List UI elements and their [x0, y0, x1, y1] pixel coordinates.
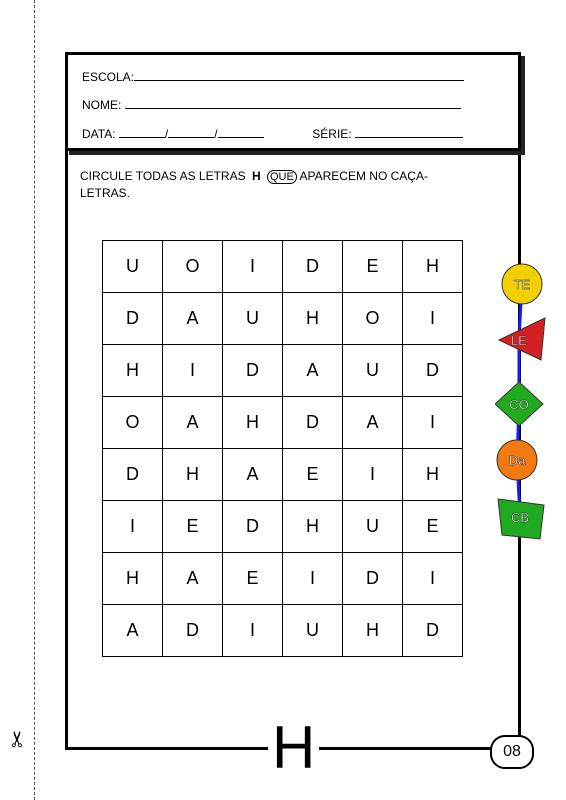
- instructions-cloud-word: QUE: [267, 170, 297, 184]
- grid-cell[interactable]: E: [343, 241, 403, 293]
- instructions-target-letter: H: [251, 169, 261, 183]
- grid-cell[interactable]: H: [403, 449, 463, 501]
- grid-cell[interactable]: O: [343, 293, 403, 345]
- grid-cell[interactable]: D: [223, 501, 283, 553]
- grid-cell[interactable]: H: [283, 501, 343, 553]
- grid-cell[interactable]: D: [163, 605, 223, 657]
- grid-cell[interactable]: U: [343, 501, 403, 553]
- cut-line: [34, 0, 35, 800]
- word-search-grid: [102, 240, 463, 657]
- decoration-badge-label: CB: [510, 510, 530, 525]
- grid-cell[interactable]: O: [163, 241, 223, 293]
- grid-cell[interactable]: A: [103, 605, 163, 657]
- grid-cell[interactable]: D: [103, 449, 163, 501]
- grid-cell[interactable]: A: [343, 397, 403, 449]
- grid-row: [103, 345, 463, 397]
- grid-row: [103, 553, 463, 605]
- grid-cell[interactable]: O: [103, 397, 163, 449]
- decoration-badge: [495, 382, 543, 426]
- instructions: [80, 168, 460, 202]
- grid-cell[interactable]: I: [403, 553, 463, 605]
- data-month-field[interactable]: [168, 126, 214, 138]
- grid-cell[interactable]: H: [223, 397, 283, 449]
- grid-cell[interactable]: D: [283, 397, 343, 449]
- grid-cell[interactable]: I: [343, 449, 403, 501]
- decoration-pencil-strip: [495, 262, 555, 552]
- data-separator: /: [214, 127, 218, 141]
- grid-cell[interactable]: D: [343, 553, 403, 605]
- grid-row: [103, 293, 463, 345]
- decoration-badge-label: LE: [511, 333, 527, 348]
- grid-cell[interactable]: H: [343, 605, 403, 657]
- grid-cell[interactable]: I: [223, 241, 283, 293]
- grid-cell[interactable]: I: [403, 293, 463, 345]
- grid-cell[interactable]: A: [223, 449, 283, 501]
- grid-cell[interactable]: I: [283, 553, 343, 605]
- grid-cell[interactable]: I: [163, 345, 223, 397]
- grid-row: [103, 241, 463, 293]
- grid-cell[interactable]: H: [103, 553, 163, 605]
- decoration-badge: [502, 264, 542, 304]
- student-info-box: [65, 52, 521, 151]
- grid-cell[interactable]: U: [343, 345, 403, 397]
- grid-cell[interactable]: A: [163, 553, 223, 605]
- grid-row: [103, 397, 463, 449]
- grid-cell[interactable]: E: [283, 449, 343, 501]
- data-line: [82, 126, 463, 141]
- nome-label: NOME:: [82, 98, 122, 112]
- escola-line: [82, 69, 464, 84]
- grid-cell[interactable]: D: [103, 293, 163, 345]
- serie-label: SÉRIE:: [312, 127, 352, 141]
- grid-row: [103, 449, 463, 501]
- instructions-text-after: APARECEM NO CAÇA-LETRAS.: [80, 169, 428, 200]
- decoration-badge: [499, 318, 545, 360]
- grid-cell[interactable]: H: [283, 293, 343, 345]
- serie-field[interactable]: [355, 126, 463, 138]
- decoration-badge: [498, 499, 544, 539]
- data-label: DATA:: [82, 127, 116, 141]
- instructions-text-before: CIRCULE TODAS AS LETRAS: [80, 169, 246, 183]
- escola-field[interactable]: [134, 69, 464, 81]
- grid-cell[interactable]: D: [403, 605, 463, 657]
- grid-cell[interactable]: E: [223, 553, 283, 605]
- grid-cell[interactable]: H: [103, 345, 163, 397]
- grid-row: [103, 605, 463, 657]
- grid-cell[interactable]: H: [163, 449, 223, 501]
- data-separator: /: [164, 127, 169, 141]
- scissors-icon: ✂: [6, 729, 32, 749]
- decoration-badge-label: Da: [508, 453, 526, 468]
- data-year-field[interactable]: [218, 126, 264, 138]
- grid-cell[interactable]: I: [103, 501, 163, 553]
- grid-cell[interactable]: D: [223, 345, 283, 397]
- grid-cell[interactable]: D: [283, 241, 343, 293]
- decoration-badge-label: TE: [513, 277, 531, 292]
- grid-cell[interactable]: A: [163, 397, 223, 449]
- escola-label: ESCOLA:: [82, 70, 135, 84]
- grid-cell[interactable]: H: [403, 241, 463, 293]
- grid-row: [103, 501, 463, 553]
- footer-big-letter: H: [268, 718, 319, 778]
- grid-cell[interactable]: A: [163, 293, 223, 345]
- decoration-badge-label: CO: [509, 397, 529, 412]
- grid-cell[interactable]: U: [283, 605, 343, 657]
- grid-cell[interactable]: I: [223, 605, 283, 657]
- grid-cell[interactable]: D: [403, 345, 463, 397]
- grid-cell[interactable]: A: [283, 345, 343, 397]
- grid-cell[interactable]: U: [223, 293, 283, 345]
- nome-field[interactable]: [125, 97, 461, 109]
- data-day-field[interactable]: [119, 126, 165, 138]
- grid-cell[interactable]: E: [163, 501, 223, 553]
- grid-cell[interactable]: I: [403, 397, 463, 449]
- grid-cell[interactable]: E: [403, 501, 463, 553]
- decoration-badge: [497, 440, 537, 480]
- nome-line: [82, 97, 461, 112]
- grid-cell[interactable]: U: [103, 241, 163, 293]
- page-number: 08: [490, 735, 534, 769]
